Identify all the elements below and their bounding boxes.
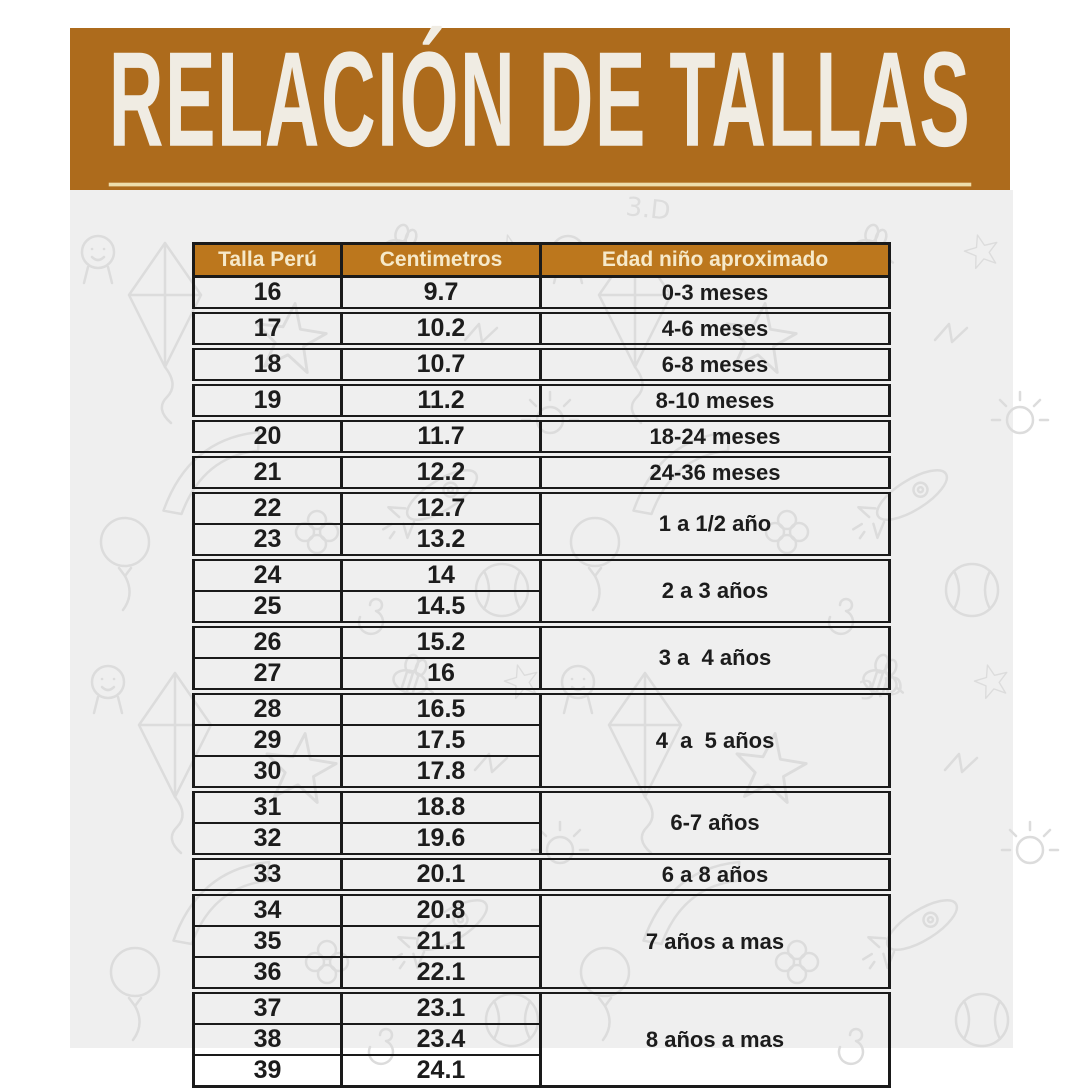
centimetros-cell: 9.7 xyxy=(342,277,541,311)
age-cell: 6-7 años xyxy=(541,790,890,857)
age-cell: 24-36 meses xyxy=(541,455,890,491)
age-cell: 1 a 1/2 año xyxy=(541,491,890,558)
centimetros-cell: 12.2 xyxy=(342,455,541,491)
table-row xyxy=(194,383,890,419)
table-row xyxy=(194,857,890,893)
age-cell: 3 a 4 años xyxy=(541,625,890,692)
centimetros-cell: 14 xyxy=(342,558,541,592)
table-row xyxy=(194,692,890,726)
doodle-text: 3.D xyxy=(624,192,672,227)
talla-cell: 26 xyxy=(194,625,342,659)
table-row xyxy=(194,893,890,927)
title-banner xyxy=(70,23,1010,190)
age-cell: 8-10 meses xyxy=(541,383,890,419)
talla-cell: 38 xyxy=(194,1024,342,1055)
table-row xyxy=(194,558,890,592)
talla-cell: 20 xyxy=(194,419,342,455)
age-cell: 6-8 meses xyxy=(541,347,890,383)
table-row xyxy=(194,419,890,455)
talla-cell: 24 xyxy=(194,558,342,592)
talla-cell: 34 xyxy=(194,893,342,927)
page-title: RELACIÓN DE TALLAS xyxy=(108,23,972,175)
table-row xyxy=(194,455,890,491)
talla-cell: 16 xyxy=(194,277,342,311)
header-edad: Edad niño aproximado xyxy=(541,244,890,277)
age-cell: 4 a 5 años xyxy=(541,692,890,790)
header-centimetros: Centimetros xyxy=(342,244,541,277)
talla-cell: 25 xyxy=(194,591,342,625)
talla-cell: 21 xyxy=(194,455,342,491)
centimetros-cell: 15.2 xyxy=(342,625,541,659)
centimetros-cell: 18.8 xyxy=(342,790,541,824)
table-row xyxy=(194,991,890,1025)
centimetros-cell: 20.1 xyxy=(342,857,541,893)
talla-cell: 36 xyxy=(194,957,342,991)
table-row xyxy=(194,277,890,311)
title-underline xyxy=(109,182,972,186)
age-cell: 6 a 8 años xyxy=(541,857,890,893)
size-table-head xyxy=(194,244,890,277)
centimetros-cell: 24.1 xyxy=(342,1055,541,1087)
size-table-body xyxy=(194,277,890,1087)
talla-cell: 33 xyxy=(194,857,342,893)
age-cell: 8 años a mas xyxy=(541,991,890,1087)
talla-cell: 23 xyxy=(194,524,342,558)
table-row xyxy=(194,790,890,824)
age-cell: 7 años a mas xyxy=(541,893,890,991)
centimetros-cell: 20.8 xyxy=(342,893,541,927)
talla-cell: 27 xyxy=(194,658,342,692)
talla-cell: 22 xyxy=(194,491,342,525)
table-row xyxy=(194,625,890,659)
centimetros-cell: 10.2 xyxy=(342,311,541,347)
size-table xyxy=(192,242,891,1088)
centimetros-cell: 23.4 xyxy=(342,1024,541,1055)
talla-cell: 19 xyxy=(194,383,342,419)
talla-cell: 31 xyxy=(194,790,342,824)
talla-cell: 32 xyxy=(194,823,342,857)
header-row xyxy=(194,244,890,277)
talla-cell: 37 xyxy=(194,991,342,1025)
talla-cell: 17 xyxy=(194,311,342,347)
centimetros-cell: 16 xyxy=(342,658,541,692)
doodle-text: 3.D xyxy=(856,670,906,707)
age-cell: 18-24 meses xyxy=(541,419,890,455)
centimetros-cell: 11.7 xyxy=(342,419,541,455)
centimetros-cell: 22.1 xyxy=(342,957,541,991)
centimetros-cell: 14.5 xyxy=(342,591,541,625)
talla-cell: 18 xyxy=(194,347,342,383)
age-cell: 0-3 meses xyxy=(541,277,890,311)
centimetros-cell: 12.7 xyxy=(342,491,541,525)
doodle-panel xyxy=(70,190,1013,1084)
table-row xyxy=(194,311,890,347)
centimetros-cell: 19.6 xyxy=(342,823,541,857)
table-row xyxy=(194,491,890,525)
talla-cell: 29 xyxy=(194,725,342,756)
talla-cell: 35 xyxy=(194,926,342,957)
header-talla-peru: Talla Perú xyxy=(194,244,342,277)
centimetros-cell: 23.1 xyxy=(342,991,541,1025)
talla-cell: 28 xyxy=(194,692,342,726)
talla-cell: 39 xyxy=(194,1055,342,1087)
centimetros-cell: 21.1 xyxy=(342,926,541,957)
centimetros-cell: 11.2 xyxy=(342,383,541,419)
talla-cell: 30 xyxy=(194,756,342,790)
centimetros-cell: 16.5 xyxy=(342,692,541,726)
table-row xyxy=(194,347,890,383)
centimetros-cell: 17.8 xyxy=(342,756,541,790)
title-wrap xyxy=(108,23,972,186)
centimetros-cell: 17.5 xyxy=(342,725,541,756)
centimetros-cell: 10.7 xyxy=(342,347,541,383)
age-cell: 2 a 3 años xyxy=(541,558,890,625)
age-cell: 4-6 meses xyxy=(541,311,890,347)
centimetros-cell: 13.2 xyxy=(342,524,541,558)
